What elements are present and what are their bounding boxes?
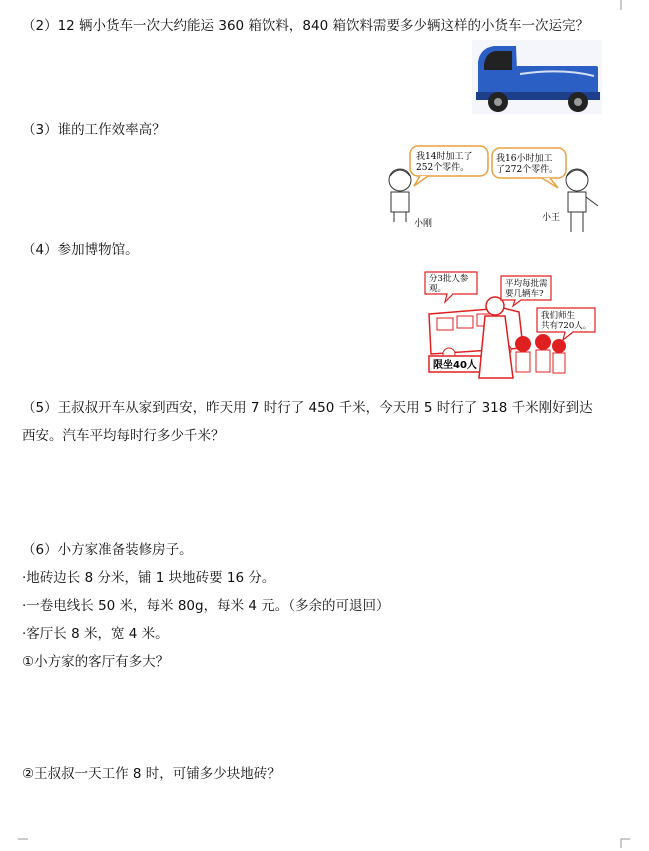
question-4-text: （4）参加博物馆。 [22,242,139,258]
name-xiaogang: 小刚 [414,219,433,229]
question-3-text: （3）谁的工作效率高？ [22,122,166,138]
bubble-right-line1: 我16小时加工 [496,154,553,164]
question-6-sub-1: ①小方家的客厅有多大？ [22,654,170,670]
bubble-right-line2: 了272个零件。 [496,165,559,175]
question-5-text-line2: 西安。汽车平均每时行多少千米？ [22,428,225,444]
crop-mark-top-right [620,0,630,10]
museum-trip-illustration [423,268,603,388]
bubble-1-line1: 分3批人参 [429,274,469,284]
bubble-3-line2: 共有720人。 [541,321,592,331]
bubble-left-line1: 我14时加工了 [416,152,473,162]
question-6-item-tile: ·地砖边长 8 分米，铺 1 块地砖要 16 分。 [22,570,276,586]
question-6-title: （6）小方家准备装修房子。 [22,542,193,558]
bus-capacity-sign: 限坐40人 [433,360,477,371]
bubble-2-line2: 要几辆车? [505,289,544,299]
bubble-left-line2: 252个零件。 [416,163,470,173]
workers-illustration [380,142,605,237]
crop-mark-top-left [18,0,28,10]
question-6-sub-2: ②王叔叔一天工作 8 时，可铺多少块地砖？ [22,766,281,782]
question-5-text-line1: （5）王叔叔开车从家到西安，昨天用 7 时行了 450 千米，今天用 5 时行了 318 千米刚好到达 [22,400,593,416]
question-6-item-wire: ·一卷电线长 50 米，每米 80g，每米 4 元。（多余的可退回） [22,598,390,614]
bubble-3-line1: 我们师生 [541,311,576,321]
question-2-text: （2）12 辆小货车一次大约能运 360 箱饮料，840 箱饮料需要多少辆这样的小货车一次运完？ [22,18,589,34]
bubble-2-line1: 平均每批需 [505,279,548,289]
truck-illustration [472,40,602,114]
bubble-1-line2: 观。 [429,284,447,294]
crop-mark-bottom-right [620,838,630,848]
question-6-item-room: ·客厅长 8 米，宽 4 米。 [22,626,169,642]
crop-mark-bottom-left [18,838,28,848]
name-xiaowang: 小王 [542,213,561,223]
